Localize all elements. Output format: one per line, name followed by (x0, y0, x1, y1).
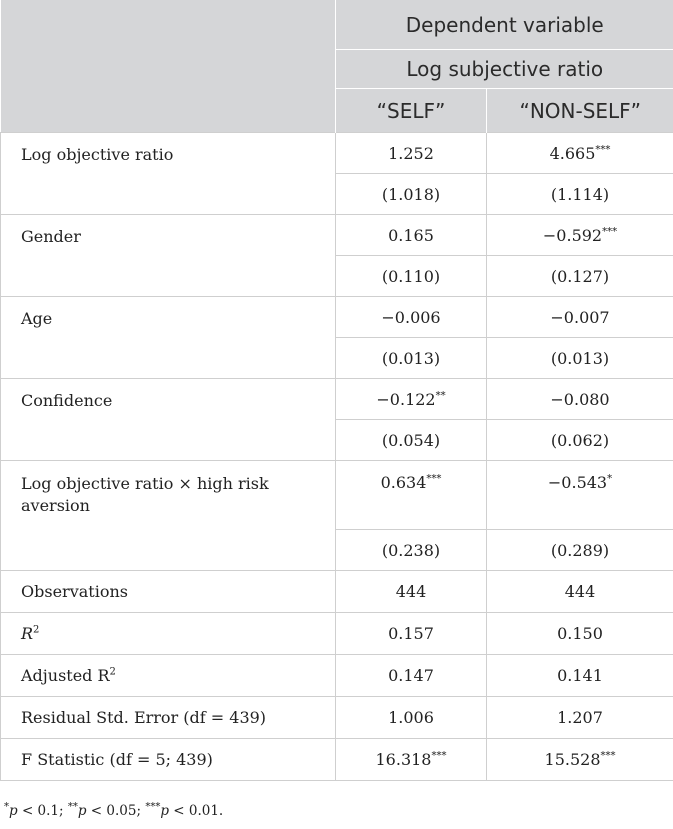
coef-self: 0.165 (336, 215, 487, 256)
se-nonself: (0.062) (487, 420, 673, 461)
se-nonself: (0.289) (487, 530, 673, 571)
se-nonself: (0.127) (487, 256, 673, 297)
row-label: Age (1, 297, 336, 379)
se-self: (0.238) (336, 530, 487, 571)
header-blank-cell (1, 0, 336, 133)
coef-self: 0.634*** (336, 461, 487, 530)
stat-self: 1.006 (336, 697, 487, 739)
stat-self: 444 (336, 571, 487, 613)
significance-footnote: *p < 0.1; **p < 0.05; ***p < 0.01. (4, 801, 224, 819)
stat-nonself: 15.528*** (487, 739, 673, 781)
stats-row (1, 613, 673, 655)
header-subtitle: Log subjective ratio (336, 50, 673, 89)
table-row (1, 133, 673, 174)
table-row (1, 461, 673, 530)
table-row (1, 297, 673, 338)
coef-self: −0.006 (336, 297, 487, 338)
row-label: Confidence (1, 379, 336, 461)
coef-self: 1.252 (336, 133, 487, 174)
se-nonself: (1.114) (487, 174, 673, 215)
column-header-self: “SELF” (336, 89, 487, 133)
se-self: (0.110) (336, 256, 487, 297)
coef-nonself: −0.543* (487, 461, 673, 530)
coef-nonself: −0.080 (487, 379, 673, 420)
stat-self: 0.147 (336, 655, 487, 697)
coef-nonself: 4.665*** (487, 133, 673, 174)
header-dependent-variable: Dependent variable (336, 0, 673, 50)
stat-label: $R^2$ (1, 613, 336, 655)
se-nonself: (0.013) (487, 338, 673, 379)
stat-nonself: 0.141 (487, 655, 673, 697)
column-header-nonself: “NON-SELF” (487, 89, 673, 133)
stat-label: Observations (1, 571, 336, 613)
coef-nonself: −0.007 (487, 297, 673, 338)
row-label: Gender (1, 215, 336, 297)
stat-nonself: 1.207 (487, 697, 673, 739)
se-self: (0.054) (336, 420, 487, 461)
stat-label: Residual Std. Error (df = 439) (1, 697, 336, 739)
row-label: Log objective ratio × high risk aversion (1, 461, 336, 571)
table-row (1, 215, 673, 256)
coef-nonself: −0.592*** (487, 215, 673, 256)
stat-label: Adjusted $R^2$ (1, 655, 336, 697)
coef-self: −0.122** (336, 379, 487, 420)
stat-self: 0.157 (336, 613, 487, 655)
row-label: Log objective ratio (1, 133, 336, 215)
table-row (1, 379, 673, 420)
stats-row (1, 571, 673, 613)
stat-label: F Statistic (df = 5; 439) (1, 739, 336, 781)
stats-row (1, 697, 673, 739)
stats-row (1, 655, 673, 697)
stats-row (1, 739, 673, 781)
stat-nonself: 0.150 (487, 613, 673, 655)
stat-nonself: 444 (487, 571, 673, 613)
se-self: (0.013) (336, 338, 487, 379)
stat-self: 16.318*** (336, 739, 487, 781)
se-self: (1.018) (336, 174, 487, 215)
